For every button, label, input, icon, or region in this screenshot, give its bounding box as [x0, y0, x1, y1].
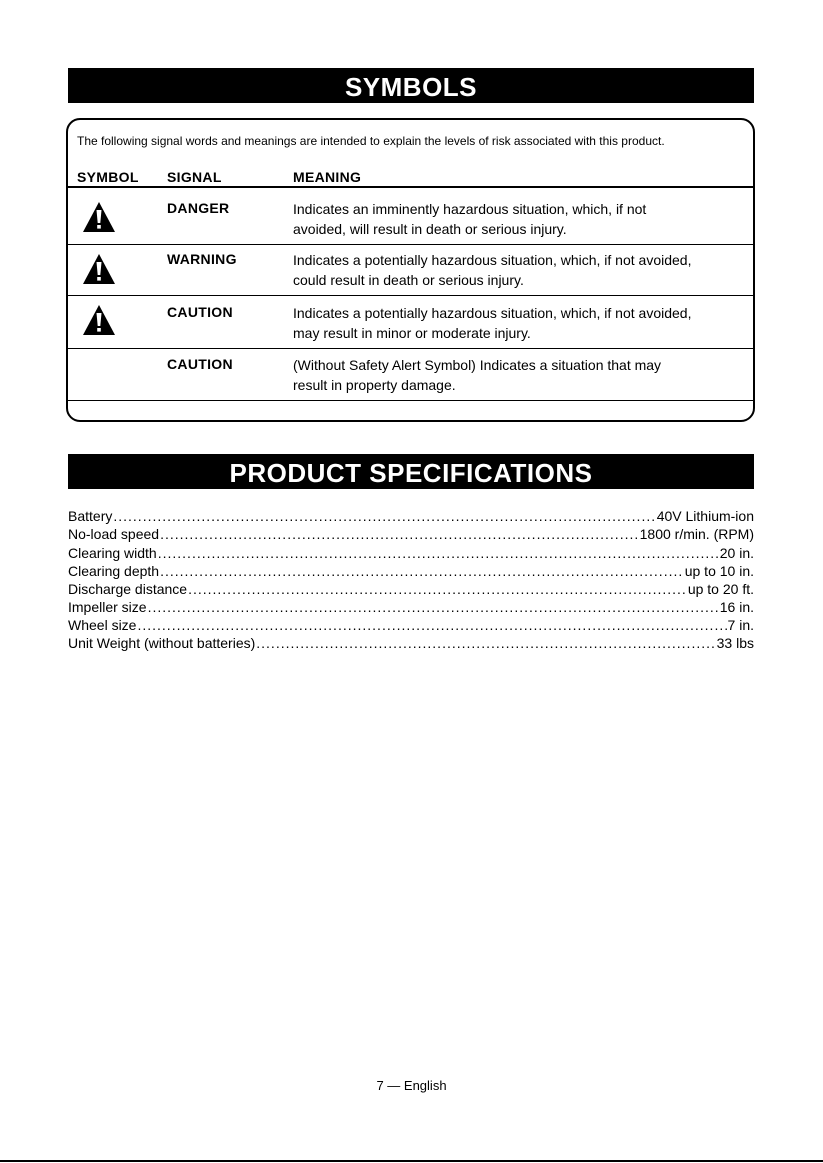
dot-leader [188, 581, 687, 598]
spec-label: Clearing depth [68, 563, 160, 579]
spec-label: Clearing width [68, 545, 157, 561]
header-divider [66, 186, 755, 188]
signal-intro-text: The following signal words and meanings are intended to explain the levels of risk associated with this product. [77, 134, 665, 148]
row-divider [66, 400, 755, 401]
row-divider [66, 244, 755, 245]
spec-row-clearing-width [68, 545, 754, 562]
page-footer: 7 — English [376, 1078, 447, 1093]
dot-leader [113, 508, 655, 525]
dot-leader [148, 599, 719, 616]
meaning-column-header: MEANING [293, 169, 362, 185]
meaning-caution-no-symbol [293, 355, 753, 395]
meaning-warning [293, 250, 753, 290]
signal-word-caution-no-symbol: CAUTION [167, 356, 233, 372]
meaning-line: result in property damage. [293, 377, 456, 393]
spec-value: 20 in. [719, 545, 754, 561]
spec-row-clearing-depth [68, 563, 754, 580]
row-divider [66, 348, 755, 349]
spec-value: up to 10 in. [684, 563, 754, 579]
meaning-line: Indicates a potentially hazardous situation, which, if not avoided, [293, 252, 692, 268]
dot-leader [137, 617, 726, 634]
spec-label: Wheel size [68, 617, 137, 633]
spec-row-unit-weight [68, 635, 754, 652]
spec-value: 33 lbs [716, 635, 754, 651]
dot-leader [256, 635, 715, 652]
spec-label: Impeller size [68, 599, 147, 615]
page-bottom-rule [0, 1160, 823, 1162]
meaning-line: Indicates an imminently hazardous situation, which, if not [293, 201, 647, 217]
dot-leader [160, 526, 639, 543]
safety-alert-triangle-icon [82, 253, 116, 285]
meaning-line: avoided, will result in death or serious injury. [293, 221, 567, 237]
spec-label: No-load speed [68, 526, 160, 542]
spec-row-impeller-size [68, 599, 754, 616]
spec-label: Battery [68, 508, 113, 524]
dot-leader [158, 545, 719, 562]
specifications-banner [68, 454, 754, 489]
spec-label: Discharge distance [68, 581, 188, 597]
meaning-caution [293, 303, 753, 343]
spec-row-battery [68, 508, 754, 525]
meaning-line: (Without Safety Alert Symbol) Indicates a situation that may [293, 357, 662, 373]
signal-word-danger: DANGER [167, 200, 230, 216]
spec-value: 1800 r/min. (RPM) [639, 526, 754, 542]
spec-row-no-load-speed [68, 526, 754, 543]
spec-row-discharge-distance [68, 581, 754, 598]
meaning-line: could result in death or serious injury. [293, 272, 524, 288]
symbol-column-header: SYMBOL [77, 169, 139, 185]
symbols-banner [68, 68, 754, 103]
safety-alert-triangle-icon [82, 201, 116, 233]
safety-alert-triangle-icon [82, 304, 116, 336]
symbols-title: SYMBOLS [344, 72, 478, 102]
signal-column-header: SIGNAL [167, 169, 222, 185]
meaning-line: Indicates a potentially hazardous situation, which, if not avoided, [293, 305, 692, 321]
spec-value: up to 20 ft. [687, 581, 754, 597]
signal-word-caution: CAUTION [167, 304, 233, 320]
spec-value: 40V Lithium-ion [656, 508, 754, 524]
spec-value: 7 in. [727, 617, 754, 633]
spec-value: 16 in. [719, 599, 754, 615]
dot-leader [160, 563, 684, 580]
spec-label: Unit Weight (without batteries) [68, 635, 256, 651]
meaning-line: may result in minor or moderate injury. [293, 325, 531, 341]
specifications-title: PRODUCT SPECIFICATIONS [229, 458, 593, 488]
signal-word-warning: WARNING [167, 251, 237, 267]
meaning-danger [293, 199, 753, 239]
row-divider [66, 295, 755, 296]
spec-row-wheel-size [68, 617, 754, 634]
